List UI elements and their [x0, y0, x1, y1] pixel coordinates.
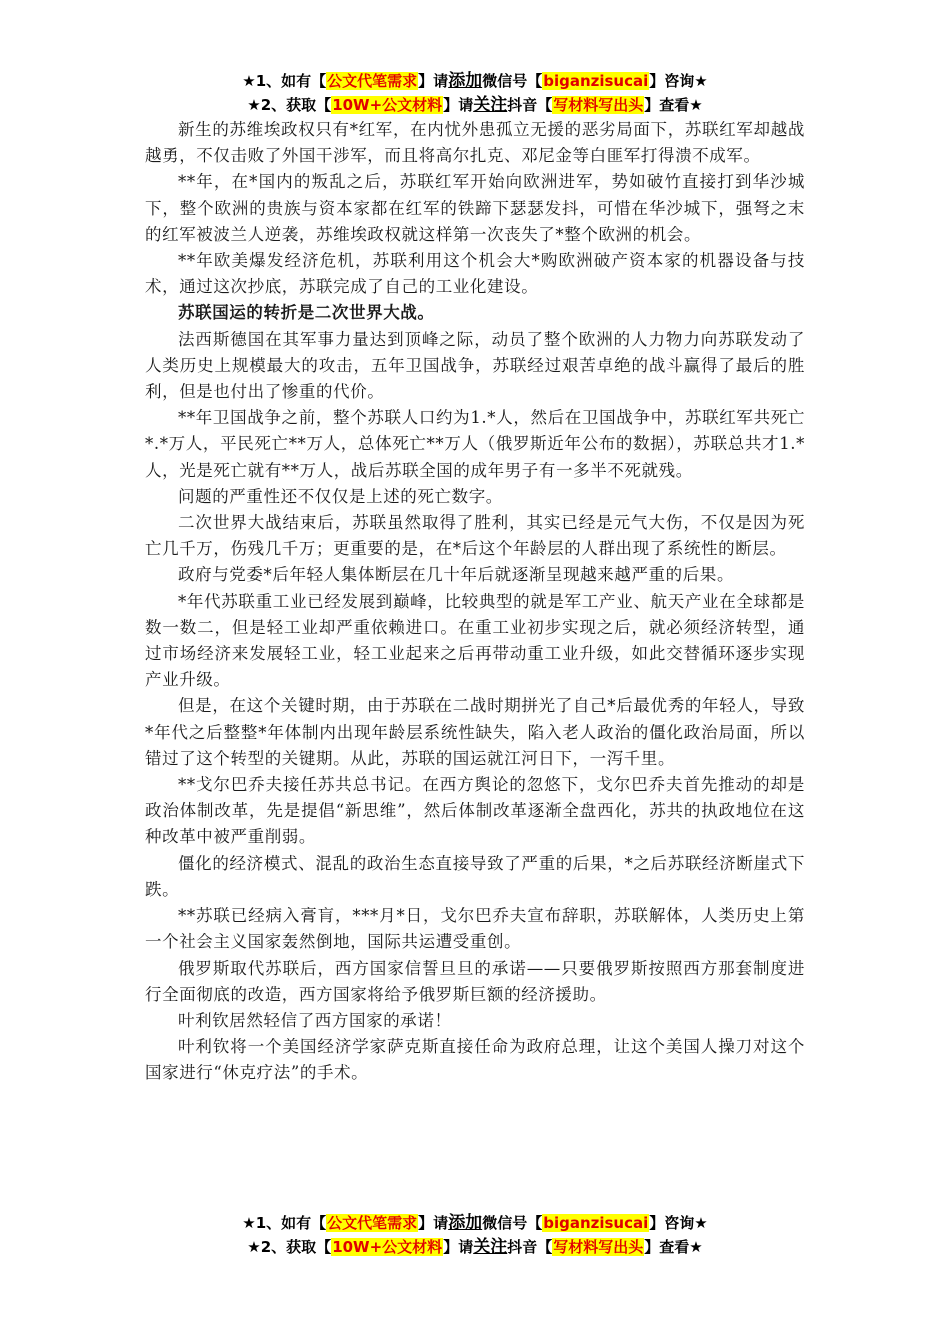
- paragraph: **苏联已经病入膏肓，***月*日，戈尔巴乔夫宣布辞职，苏联解体，人类历史上第一个社会主义国家轰然倒地，国际共运遭受重创。: [145, 906, 805, 952]
- banner-text: 】查看★: [644, 96, 703, 114]
- paragraph: 问题的严重性还不仅仅是上述的死亡数字。: [178, 486, 503, 506]
- paragraph: 政府与党委*后年轻人集体断层在几十年后就逐渐呈现越来越严重的后果。: [178, 565, 735, 585]
- banner-highlight: 公文代笔需求: [327, 1214, 418, 1232]
- banner-line-1: [0, 70, 950, 94]
- document-body: [145, 117, 805, 1087]
- banner-emphasis: 添加: [448, 1213, 483, 1233]
- banner-line-2: [0, 94, 950, 118]
- paragraph: 新生的苏维埃政权只有*红军，在内忧外患孤立无援的恶劣局面下，苏联红军却越战越勇，不仅击败了外国干涉军，而且将高尔扎克、邓尼金等白匪军打得溃不成军。: [145, 120, 805, 166]
- banner-text: 】请: [418, 72, 449, 90]
- banner-text: 】咨询★: [649, 1214, 708, 1232]
- banner-text: 】请: [418, 1214, 449, 1232]
- banner-line-2: [0, 1236, 950, 1260]
- banner-text: 微信号【: [482, 72, 543, 90]
- banner-emphasis: 添加: [448, 71, 483, 91]
- paragraph: **年，在*国内的叛乱之后，苏联红军开始向欧洲进军，势如破竹直接打到华沙城下，整个欧洲的贵族与资本家都在红军的铁蹄下瑟瑟发抖，可惜在华沙城下，强弩之末的红军被波兰人逆袭，苏维埃政权就这样第一次丧失了*整个欧洲的机会。: [145, 172, 805, 244]
- banner-highlight-wechat: biganzisucai: [543, 72, 649, 90]
- banner-text: ★1、如有【: [242, 1214, 327, 1232]
- header-banner-top: [0, 70, 950, 118]
- banner-highlight: 公文代笔需求: [327, 72, 418, 90]
- header-banner-bottom: [0, 1212, 950, 1260]
- paragraph: *年代苏联重工业已经发展到巅峰，比较典型的就是军工产业、航天产业在全球都是数一数二，但是轻工业却严重依赖进口。在重工业初步实现之后，就必须经济转型，通过市场经济来发展轻工业，轻工业起来之后再带动重工业升级，如此交替循环逐步实现产业升级。: [145, 591, 805, 690]
- banner-text: 】请: [443, 96, 474, 114]
- banner-highlight: 10W+公文材料: [332, 96, 443, 114]
- banner-text: 】查看★: [644, 1238, 703, 1256]
- banner-line-1: [0, 1212, 950, 1236]
- paragraph: 僵化的经济模式、混乱的政治生态直接导致了严重的后果，*之后苏联经济断崖式下跌。: [145, 853, 805, 899]
- banner-highlight-wechat: biganzisucai: [543, 1214, 649, 1232]
- banner-text: ★2、获取【: [247, 96, 332, 114]
- banner-highlight-douyin: 写材料写出头: [553, 96, 644, 114]
- banner-emphasis: 关注: [473, 1237, 508, 1257]
- banner-emphasis: 关注: [473, 95, 508, 115]
- banner-text: ★1、如有【: [242, 72, 327, 90]
- banner-text: 抖音【: [507, 1238, 553, 1256]
- section-heading: 苏联国运的转折是二次世界大战。: [178, 303, 435, 323]
- paragraph: 二次世界大战结束后，苏联虽然取得了胜利，其实已经是元气大伤，不仅是因为死亡几千万，伤残几千万；更重要的是，在*后这个年龄层的人群出现了系统性的断层。: [145, 513, 805, 559]
- banner-text: 】请: [443, 1238, 474, 1256]
- paragraph: **年欧美爆发经济危机，苏联利用这个机会大*购欧洲破产资本家的机器设备与技术，通过这次抄底，苏联完成了自己的工业化建设。: [145, 251, 805, 297]
- paragraph: 法西斯德国在其军事力量达到顶峰之际，动员了整个欧洲的人力物力向苏联发动了人类历史上规模最大的攻击，五年卫国战争，苏联经过艰苦卓绝的战斗赢得了最后的胜利，但是也付出了惨重的代价。: [145, 329, 805, 402]
- banner-text: 抖音【: [507, 96, 553, 114]
- banner-text: 】咨询★: [649, 72, 708, 90]
- paragraph: 叶利钦居然轻信了西方国家的承诺！: [178, 1010, 452, 1030]
- paragraph: 俄罗斯取代苏联后，西方国家信誓旦旦的承诺——只要俄罗斯按照西方那套制度进行全面彻底的改造，西方国家将给予俄罗斯巨额的经济援助。: [145, 958, 805, 1004]
- paragraph: **戈尔巴乔夫接任苏共总书记。在西方舆论的忽悠下，戈尔巴乔夫首先推动的却是政治体制改革，先是提倡“新思维”，然后体制改革逐渐全盘西化，苏共的执政地位在这种改革中被严重削弱。: [145, 775, 805, 847]
- banner-text: ★2、获取【: [247, 1238, 332, 1256]
- paragraph: 叶利钦将一个美国经济学家萨克斯直接任命为政府总理，让这个美国人操刀对这个国家进行“休克疗法”的手术。: [145, 1037, 805, 1083]
- banner-text: 微信号【: [482, 1214, 543, 1232]
- paragraph: 但是，在这个关键时期，由于苏联在二战时期拼光了自己*后最优秀的年轻人，导致*年代之后整整*年体制内出现年龄层系统性缺失，陷入老人政治的僵化政治局面，所以错过了这个转型的关键期。从此，苏联的国运就江河日下，一泻千里。: [145, 696, 805, 768]
- paragraph: **年卫国战争之前，整个苏联人口约为1.*人，然后在卫国战争中，苏联红军共死亡*.*万人，平民死亡**万人，总体死亡**万人（俄罗斯近年公布的数据），苏联总共才1.*人，光是死亡就有**万人，战后苏联全国的成年男子有一多半不死就残。: [145, 408, 805, 480]
- banner-highlight-douyin: 写材料写出头: [553, 1238, 644, 1256]
- banner-highlight: 10W+公文材料: [332, 1238, 443, 1256]
